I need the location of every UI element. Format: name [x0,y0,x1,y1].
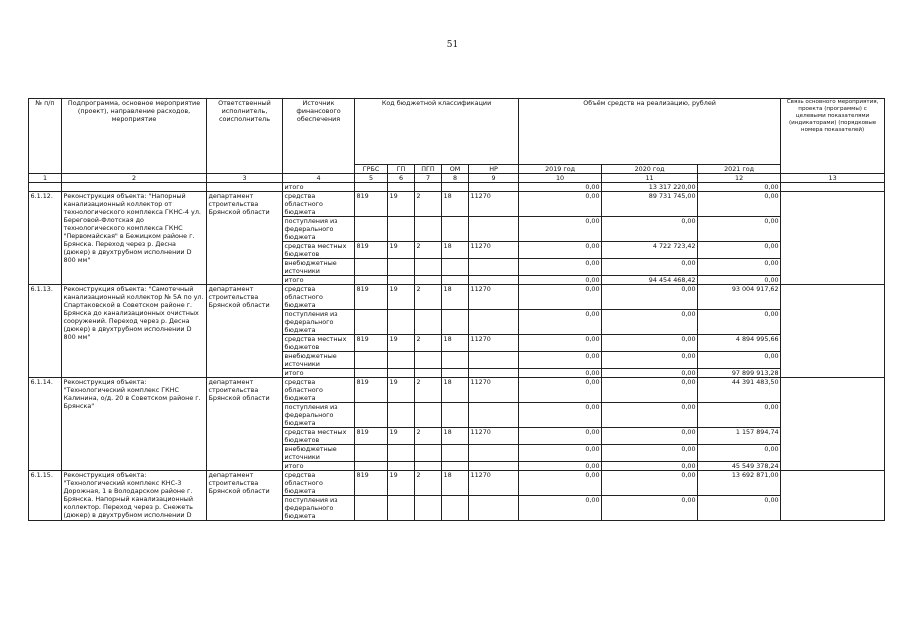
header-source: Источник финансового обеспечения [283,99,355,174]
amount-cell: 0,00 [519,285,602,310]
code-om: 18 [442,335,469,352]
amount-cell: 44 391 483,50 [698,378,781,403]
col-number: 1 [29,174,62,183]
source-label: средства областного бюджета [283,192,355,217]
header-executor: Ответственный исполнитель, соисполнитель [207,99,283,174]
source-label: средства местных бюджетов [283,428,355,445]
amount-cell: 0,00 [519,310,602,335]
code-pgp: 2 [415,428,442,445]
col-number: 3 [207,174,283,183]
col-number: 5 [355,174,388,183]
amount-cell: 13 692 871,00 [698,471,781,496]
item-number: 6.1.14. [29,378,62,471]
amount-cell: 0,00 [698,496,781,521]
amount-cell: 0,00 [519,183,602,192]
table-row [29,378,885,403]
code-gp: 19 [388,471,415,496]
source-label: поступления из федерального бюджета [283,310,355,335]
code-grbs: 819 [355,285,388,310]
amount-cell: 0,00 [519,496,602,521]
amount-cell: 0,00 [602,471,698,496]
header-year-2020: 2020 год [602,165,698,174]
col-number: 6 [388,174,415,183]
amount-cell: 0,00 [602,335,698,352]
amount-cell: 0,00 [602,462,698,471]
table-row [29,192,885,217]
header-link: Связь основного мероприятия, проекта (программы) с целевыми показателями (индикаторами) (порядковые номера показателей) [781,99,885,174]
code-gp: 19 [388,242,415,259]
amount-cell: 0,00 [519,335,602,352]
amount-cell: 0,00 [602,445,698,462]
source-label: внебюджетные источники [283,445,355,462]
code-nr: 11270 [469,285,519,310]
amount-cell: 0,00 [698,403,781,428]
amount-cell: 0,00 [519,462,602,471]
amount-cell: 0,00 [698,242,781,259]
amount-cell: 0,00 [602,428,698,445]
code-nr: 11270 [469,428,519,445]
item-name: Реконструкция объекта: "Напорный канализационный коллектор от технологического комплекса ГКНС-4 ул. Береговой-Флотская до технологического комплекса ГКНС "Первомайская" в Бежицком районе г. Брянска. Переход через р. Десна (дюкер) в двухтрубном исполнении D 800 мм" [62,192,207,285]
header-code-grbs: ГРБС [355,165,388,174]
amount-cell: 93 004 917,62 [698,285,781,310]
header-year-2021: 2021 год [698,165,781,174]
source-label: средства местных бюджетов [283,335,355,352]
code-nr: 11270 [469,335,519,352]
amount-cell: 94 454 468,42 [602,276,698,285]
amount-cell: 0,00 [602,378,698,403]
amount-cell: 0,00 [602,352,698,369]
table-row [29,285,885,310]
item-name: Реконструкция объекта: "Самотечный канализационный коллектор № 5А по ул. Спартаковской в Советском районе г. Брянска до канализационных очистных сооружений. Переход через р. Десна (дюкер) в двухтрубном исполнении D 800 мм" [62,285,207,378]
code-nr: 11270 [469,471,519,496]
header-code-pgp: ПГП [415,165,442,174]
amount-cell: 0,00 [698,352,781,369]
col-number: 9 [469,174,519,183]
amount-cell: 97 899 913,28 [698,369,781,378]
code-grbs: 819 [355,335,388,352]
code-pgp: 2 [415,471,442,496]
item-executor: департамент строительства Брянской области [207,285,283,378]
code-pgp: 2 [415,378,442,403]
amount-cell: 13 317 220,00 [602,183,698,192]
header-code-om: ОМ [442,165,469,174]
header-no: № п/п [29,99,62,174]
item-executor: департамент строительства Брянской области [207,192,283,285]
amount-cell: 0,00 [698,183,781,192]
code-gp: 19 [388,285,415,310]
amount-cell: 0,00 [698,310,781,335]
amount-cell: 0,00 [519,276,602,285]
code-pgp: 2 [415,192,442,217]
code-nr: 11270 [469,192,519,217]
amount-cell: 89 731 745,00 [602,192,698,217]
code-pgp: 2 [415,285,442,310]
amount-cell: 0,00 [602,403,698,428]
header-code-nr: НР [469,165,519,174]
source-label: поступления из федерального бюджета [283,217,355,242]
code-nr: 11270 [469,378,519,403]
amount-cell: 0,00 [519,445,602,462]
source-label: итого [283,276,355,285]
amount-cell: 0,00 [519,217,602,242]
amount-cell: 0,00 [698,192,781,217]
amount-cell: 0,00 [698,445,781,462]
amount-cell: 4 722 723,42 [602,242,698,259]
source-label: средства местных бюджетов [283,242,355,259]
amount-cell: 0,00 [698,259,781,276]
source-label: итого [283,462,355,471]
code-pgp: 2 [415,335,442,352]
amount-cell: 0,00 [519,242,602,259]
page-number: 51 [446,40,459,50]
code-gp: 19 [388,378,415,403]
amount-cell: 0,00 [519,192,602,217]
item-executor: департамент строительства Брянской области [207,378,283,471]
budget-table [28,98,885,521]
amount-cell: 0,00 [602,259,698,276]
amount-cell: 0,00 [602,496,698,521]
item-name: Реконструкция объекта: "Технологический комплекс КНС-3 Дорожная, 1 в Володарском районе г. Брянска. Напорный канализационный коллектор. Переход через р. Снежеть (дюкер) в двухтрубном исполнении D [62,471,207,521]
code-grbs: 819 [355,471,388,496]
amount-cell: 0,00 [519,378,602,403]
header-year-2019: 2019 год [519,165,602,174]
col-number: 13 [781,174,885,183]
source-label: внебюджетные источники [283,352,355,369]
code-gp: 19 [388,428,415,445]
source-label: средства областного бюджета [283,471,355,496]
code-nr: 11270 [469,242,519,259]
header-budget-code: Код бюджетной классификации [355,99,519,165]
item-name: Реконструкция объекта: "Технологический комплекс ГКНС Калинина, о/д. 20 в Советском районе г. Брянска" [62,378,207,471]
amount-cell: 0,00 [519,428,602,445]
item-number: 6.1.15. [29,471,62,521]
col-number: 12 [698,174,781,183]
code-gp: 19 [388,192,415,217]
item-number: 6.1.12. [29,192,62,285]
amount-cell: 0,00 [519,471,602,496]
code-om: 18 [442,428,469,445]
table-row [29,183,885,192]
code-grbs: 819 [355,428,388,445]
code-grbs: 819 [355,242,388,259]
amount-cell: 1 157 894,74 [698,428,781,445]
item-number: 6.1.13. [29,285,62,378]
code-pgp: 2 [415,242,442,259]
amount-cell: 0,00 [519,352,602,369]
code-om: 18 [442,242,469,259]
source-label: итого [283,183,355,192]
source-label: поступления из федерального бюджета [283,403,355,428]
source-label: средства областного бюджета [283,378,355,403]
source-label: итого [283,369,355,378]
code-om: 18 [442,192,469,217]
code-om: 18 [442,471,469,496]
table-row [29,471,885,496]
col-number: 8 [442,174,469,183]
amount-cell: 45 549 378,24 [698,462,781,471]
amount-cell: 0,00 [519,403,602,428]
amount-cell: 0,00 [602,217,698,242]
code-gp: 19 [388,335,415,352]
code-om: 18 [442,378,469,403]
code-grbs: 819 [355,192,388,217]
col-number: 2 [62,174,207,183]
code-om: 18 [442,285,469,310]
item-executor: департамент строительства Брянской области [207,471,283,521]
amount-cell: 0,00 [602,310,698,335]
amount-cell: 0,00 [698,217,781,242]
col-number: 7 [415,174,442,183]
amount-cell: 0,00 [602,369,698,378]
header-volume: Объём средств на реализацию, рублей [519,99,781,165]
amount-cell: 4 894 995,66 [698,335,781,352]
col-number: 11 [602,174,698,183]
amount-cell: 0,00 [698,276,781,285]
source-label: средства областного бюджета [283,285,355,310]
amount-cell: 0,00 [519,369,602,378]
header-subprogram: Подпрограмма, основное мероприятие (проект), направление расходов, мероприятие [62,99,207,174]
source-label: поступления из федерального бюджета [283,496,355,521]
source-label: внебюджетные источники [283,259,355,276]
col-number: 4 [283,174,355,183]
amount-cell: 0,00 [519,259,602,276]
amount-cell: 0,00 [602,285,698,310]
header-code-gp: ГП [388,165,415,174]
code-grbs: 819 [355,378,388,403]
col-number: 10 [519,174,602,183]
